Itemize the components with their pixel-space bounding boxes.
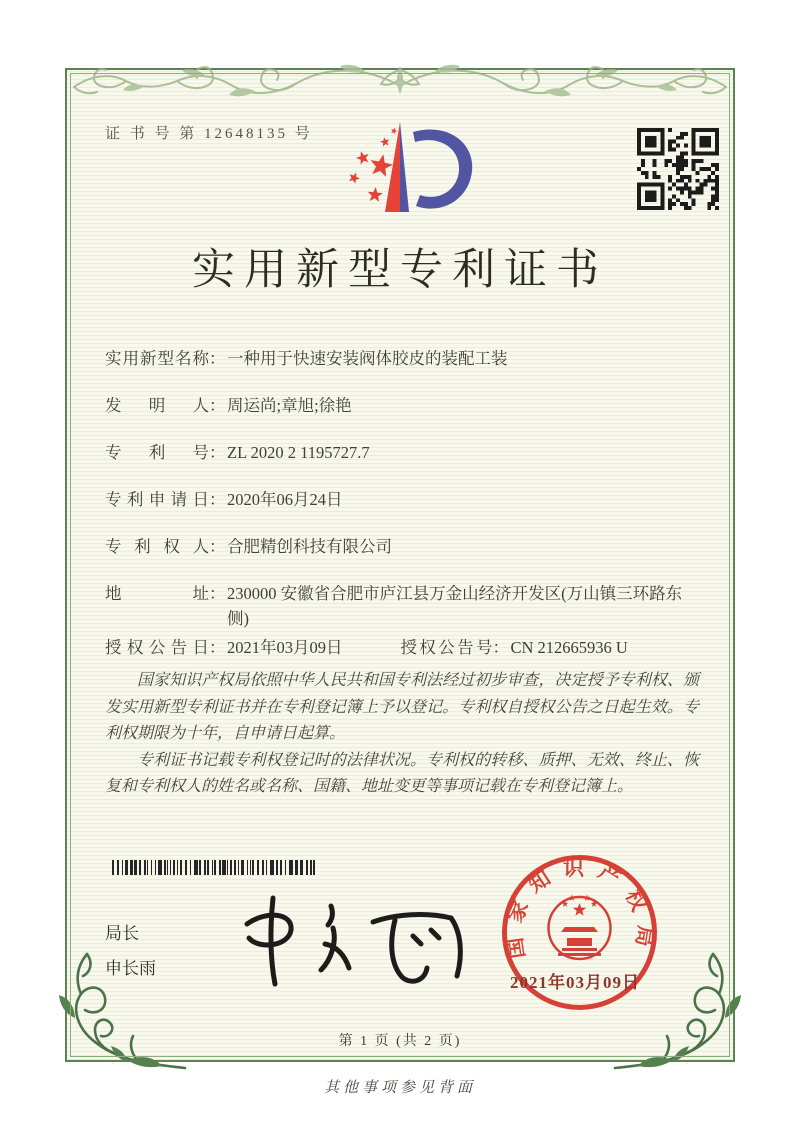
- seal-date: 2021年03月09日: [510, 973, 640, 992]
- field-value: ZL 2020 2 1195727.7: [227, 443, 370, 462]
- legal-paragraph-2: 专利证书记载专利权登记时的法律状况。专利权的转移、质押、无效、终止、恢复和专利权人的姓名或名称、国籍、地址变更等事项记载在专利登记簿上。: [105, 751, 699, 795]
- field-colon: ：: [209, 490, 226, 509]
- page-number: 第 1 页 (共 2 页): [338, 1034, 462, 1049]
- director-title: 局长: [105, 924, 139, 943]
- grant-date-value: 2021年03月09日: [227, 638, 343, 657]
- grant-no-group: [401, 635, 628, 660]
- certificate-title: 实用新型专利证书: [192, 247, 608, 294]
- field-label: 授权公告日: [105, 638, 209, 657]
- certificate-number: 证 书 号 第 12648135 号: [105, 126, 313, 142]
- field-colon: ：: [492, 638, 509, 657]
- cnipa-logo-icon: [329, 116, 485, 230]
- field-colon: ：: [209, 396, 226, 415]
- field-colon: ：: [209, 349, 226, 368]
- top-ornament-band-icon: [65, 56, 735, 110]
- field-label: 实用新型名称: [105, 349, 209, 368]
- legal-paragraph-1: 国家知识产权局依照中华人民共和国专利法经过初步审查，决定授予专利权、颁发实用新型专利证书并在专利登记簿上予以登记。专利权自授权公告之日起生效。专利权期限为十年，自申请日起算。: [105, 672, 699, 742]
- field-row-filing-date: [105, 487, 705, 512]
- field-value: 周运尚;章旭;徐艳: [227, 396, 352, 415]
- director-name: 申长雨: [105, 959, 156, 978]
- field-label: 地址: [105, 584, 209, 603]
- field-row-address: [105, 581, 705, 631]
- field-colon: ：: [209, 443, 226, 462]
- field-value: 一种用于快速安装阀体胶皮的装配工装: [227, 349, 508, 368]
- field-colon: ：: [209, 638, 226, 657]
- signature-icon: [227, 888, 487, 998]
- field-value: 合肥精创科技有限公司: [227, 537, 392, 556]
- field-colon: ：: [209, 537, 226, 556]
- field-label: 授权公告号: [400, 638, 493, 657]
- field-colon: ：: [209, 584, 226, 603]
- qr-code-icon: [637, 128, 719, 210]
- field-label: 发明人: [105, 396, 209, 415]
- back-side-note: 其他事项参见背面: [323, 1080, 476, 1096]
- field-value: 2020年06月24日: [227, 490, 343, 509]
- director-block: [105, 922, 156, 992]
- field-row-grant: [105, 635, 705, 660]
- grant-no-value: CN 212665936 U: [510, 638, 628, 657]
- field-row-patentee: [105, 534, 705, 559]
- field-list: [105, 346, 705, 660]
- field-value: 230000 安徽省合肥市庐江县万金山经济开发区(万山镇三环路东侧): [227, 584, 683, 628]
- field-row-name: [105, 346, 705, 371]
- field-row-inventor: [105, 393, 705, 418]
- field-row-patent-no: [105, 440, 705, 465]
- field-label: 专利权人: [105, 537, 209, 556]
- certificate-frame: [65, 68, 735, 1062]
- field-label: 专利号: [105, 443, 209, 462]
- barcode-icon: [112, 860, 317, 875]
- seal-ring-text: 国家知识产权局: [500, 855, 659, 961]
- legal-text: [105, 668, 699, 801]
- field-label: 专利申请日: [105, 490, 209, 509]
